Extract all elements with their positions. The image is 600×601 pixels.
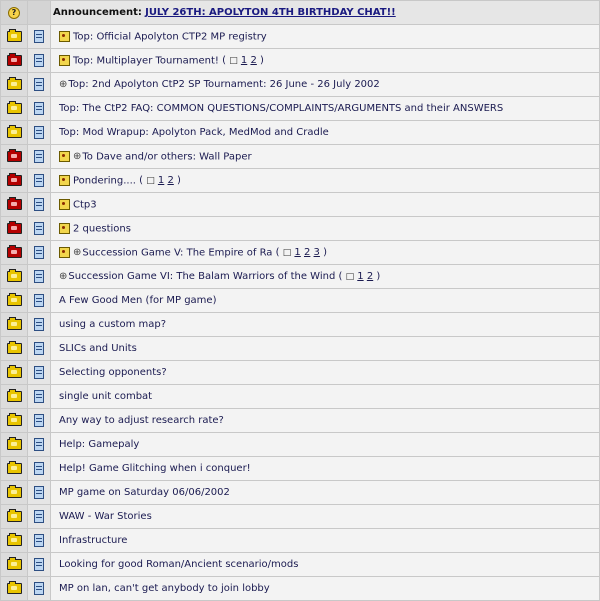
thread-type-cell xyxy=(28,25,51,49)
page-icon xyxy=(34,150,44,163)
thread-row xyxy=(1,73,600,97)
folder-icon xyxy=(7,295,22,306)
thread-title-link[interactable]: Succession Game VI: The Balam Warriors of the Wind xyxy=(68,271,336,282)
thread-type-cell xyxy=(28,457,51,481)
folder-icon xyxy=(7,559,22,570)
sticky-pin-icon xyxy=(59,247,70,258)
thread-status-cell xyxy=(1,25,28,49)
thread-status-cell xyxy=(1,409,28,433)
thread-title-link[interactable]: 2 questions xyxy=(73,223,131,235)
thread-row xyxy=(1,217,600,241)
page-icon xyxy=(34,78,44,91)
page-icon xyxy=(34,462,44,475)
page-icon xyxy=(34,198,44,211)
thread-status-cell xyxy=(1,121,28,145)
folder-icon xyxy=(7,439,22,450)
thread-title-cell xyxy=(51,289,600,313)
thread-title-link[interactable]: Pondering.... xyxy=(73,175,136,187)
page-link[interactable]: 1 xyxy=(294,247,301,259)
page-link[interactable]: 1 xyxy=(157,175,165,187)
thread-pages: ( □ 1 2 3 ) xyxy=(272,247,328,259)
thread-type-cell xyxy=(28,337,51,361)
thread-type-cell xyxy=(28,265,51,289)
thread-title-link[interactable]: MP game on Saturday 06/06/2002 xyxy=(59,487,230,498)
thread-prefix: Top: xyxy=(73,31,94,43)
folder-icon xyxy=(7,31,22,42)
thread-title-link[interactable]: Ctp3 xyxy=(73,199,97,211)
folder-icon xyxy=(7,319,22,330)
page-link[interactable]: 1 xyxy=(357,271,364,282)
thread-title-link[interactable]: Any way to adjust research rate? xyxy=(59,415,224,426)
page-link[interactable]: 2 xyxy=(167,175,174,187)
page-icon xyxy=(34,486,44,499)
thread-status-cell xyxy=(1,553,28,577)
announcement-cell xyxy=(51,1,600,25)
thread-status-cell xyxy=(1,217,28,241)
page-icon xyxy=(34,534,44,547)
thread-title-cell xyxy=(51,385,600,409)
thread-row xyxy=(1,121,600,145)
thread-list-body xyxy=(1,1,600,601)
thread-title-link[interactable]: Help! Game Glitching when i conquer! xyxy=(59,463,251,474)
thread-title-cell xyxy=(51,169,600,193)
thread-title-cell xyxy=(51,265,600,289)
thread-status-cell xyxy=(1,577,28,601)
thread-status-cell xyxy=(1,361,28,385)
sticky-pin-icon xyxy=(59,55,70,66)
thread-title-link[interactable]: Mod Wrapup: Apolyton Pack, MedMod and Cradle xyxy=(82,127,329,138)
thread-title-link[interactable]: SLICs and Units xyxy=(59,343,137,354)
thread-type-cell xyxy=(28,433,51,457)
thread-type-cell xyxy=(28,97,51,121)
folder-icon xyxy=(7,415,22,426)
folder-icon xyxy=(7,583,22,594)
hot-folder-icon xyxy=(7,199,22,210)
page-icon xyxy=(34,510,44,523)
thread-title-link[interactable]: using a custom map? xyxy=(59,319,167,330)
thread-status-cell xyxy=(1,265,28,289)
folder-icon xyxy=(7,463,22,474)
thread-type-cell xyxy=(28,193,51,217)
poll-icon: ⊕ xyxy=(59,271,68,282)
thread-title-cell xyxy=(51,145,600,169)
sticky-pin-icon xyxy=(59,151,70,162)
thread-status-cell xyxy=(1,337,28,361)
question-icon: ? xyxy=(8,7,20,19)
thread-type-cell xyxy=(28,505,51,529)
thread-title-cell xyxy=(51,409,600,433)
page-icon xyxy=(34,102,44,115)
thread-type-cell xyxy=(28,217,51,241)
thread-type-cell xyxy=(28,529,51,553)
page-icon xyxy=(34,270,44,283)
thread-title-cell xyxy=(51,313,600,337)
thread-row xyxy=(1,361,600,385)
thread-type-cell xyxy=(28,73,51,97)
thread-title-link[interactable]: To Dave and/or others: Wall Paper xyxy=(82,151,252,163)
thread-type-cell xyxy=(28,121,51,145)
thread-title-link[interactable]: A Few Good Men (for MP game) xyxy=(59,295,217,306)
multipage-icon: □ xyxy=(229,56,238,67)
page-icon xyxy=(34,54,44,67)
thread-row xyxy=(1,241,600,265)
page-icon xyxy=(34,30,44,43)
thread-title-link[interactable]: Official Apolyton CTP2 MP registry xyxy=(96,31,267,43)
multipage-icon: □ xyxy=(146,176,155,187)
poll-icon: ⊕ xyxy=(73,151,82,163)
sticky-pin-icon xyxy=(59,31,70,42)
thread-status-cell xyxy=(1,385,28,409)
thread-row xyxy=(1,457,600,481)
poll-icon: ⊕ xyxy=(73,247,82,259)
thread-row xyxy=(1,337,600,361)
thread-row xyxy=(1,289,600,313)
thread-row xyxy=(1,193,600,217)
thread-row xyxy=(1,169,600,193)
thread-status-cell xyxy=(1,505,28,529)
hot-folder-icon xyxy=(7,175,22,186)
thread-title-link[interactable]: Succession Game V: The Empire of Ra xyxy=(82,247,273,259)
folder-icon xyxy=(7,103,22,114)
thread-title-cell xyxy=(51,529,600,553)
thread-pages: ( □ 1 2 ) xyxy=(218,55,264,67)
page-icon xyxy=(34,318,44,331)
page-link[interactable]: 2 xyxy=(303,247,311,259)
thread-title-link[interactable]: Selecting opponents? xyxy=(59,367,167,378)
page-icon xyxy=(34,294,44,307)
thread-title-cell xyxy=(51,481,600,505)
thread-status-cell xyxy=(1,313,28,337)
thread-status-cell xyxy=(1,529,28,553)
thread-row xyxy=(1,385,600,409)
thread-status-cell xyxy=(1,481,28,505)
thread-title-cell xyxy=(51,73,600,97)
thread-row xyxy=(1,481,600,505)
thread-row xyxy=(1,49,600,73)
page-icon xyxy=(34,414,44,427)
thread-title-link[interactable]: WAW - War Stories xyxy=(59,511,152,522)
thread-pages: ( □ 1 2 ) xyxy=(335,271,381,282)
thread-type-cell xyxy=(28,361,51,385)
thread-row xyxy=(1,409,600,433)
thread-title-cell xyxy=(51,553,600,577)
thread-type-cell xyxy=(28,169,51,193)
thread-row xyxy=(1,97,600,121)
page-link[interactable]: 1 xyxy=(240,55,248,67)
announcement-link[interactable]: JULY 26TH: APOLYTON 4TH BIRTHDAY CHAT!! xyxy=(145,7,396,18)
thread-type-cell xyxy=(28,577,51,601)
multipage-icon: □ xyxy=(282,248,292,259)
sticky-pin-icon xyxy=(59,175,70,186)
thread-row xyxy=(1,25,600,49)
announcement-row xyxy=(1,1,600,25)
page-link[interactable]: 3 xyxy=(313,247,320,259)
page-icon xyxy=(34,246,44,259)
page-link[interactable]: 2 xyxy=(366,271,374,282)
page-icon xyxy=(34,342,44,355)
thread-type-cell xyxy=(28,385,51,409)
thread-type-cell xyxy=(28,241,51,265)
thread-row xyxy=(1,529,600,553)
thread-status-cell xyxy=(1,457,28,481)
thread-title-link[interactable]: The CtP2 FAQ: COMMON QUESTIONS/COMPLAINTS/ARGUMENTS and their ANSWERS xyxy=(82,103,504,114)
thread-status-cell xyxy=(1,169,28,193)
thread-title-cell xyxy=(51,433,600,457)
thread-title-link[interactable]: Help: Gamepaly xyxy=(59,439,140,450)
hot-folder-icon xyxy=(7,55,22,66)
thread-title-cell xyxy=(51,457,600,481)
thread-title-link[interactable]: Multiplayer Tournament! xyxy=(96,55,219,67)
thread-type-cell xyxy=(28,289,51,313)
folder-icon xyxy=(7,343,22,354)
thread-status-cell xyxy=(1,73,28,97)
folder-icon xyxy=(7,271,22,282)
thread-title-cell xyxy=(51,97,600,121)
page-icon xyxy=(34,438,44,451)
thread-type-cell xyxy=(28,145,51,169)
thread-row xyxy=(1,433,600,457)
page-icon xyxy=(34,222,44,235)
sticky-pin-icon xyxy=(59,199,70,210)
page-icon xyxy=(34,582,44,595)
poll-icon: ⊕ xyxy=(59,79,68,90)
thread-title-cell xyxy=(51,121,600,145)
folder-icon xyxy=(7,367,22,378)
thread-prefix: Top: xyxy=(59,103,80,114)
sticky-pin-icon xyxy=(59,223,70,234)
thread-pages: ( □ 1 2 ) xyxy=(135,175,181,187)
thread-row xyxy=(1,313,600,337)
thread-status-cell xyxy=(1,145,28,169)
thread-status-cell xyxy=(1,49,28,73)
page-icon xyxy=(34,366,44,379)
thread-title-link[interactable]: Infrastructure xyxy=(59,535,128,546)
thread-type-cell xyxy=(28,553,51,577)
thread-title-link[interactable]: 2nd Apolyton CtP2 SP Tournament: 26 June - 26 July 2002 xyxy=(91,79,380,90)
folder-icon xyxy=(7,79,22,90)
thread-prefix: Top: xyxy=(68,79,89,90)
thread-status-cell xyxy=(1,289,28,313)
thread-title-cell xyxy=(51,25,600,49)
page-icon xyxy=(34,558,44,571)
thread-status-cell xyxy=(1,241,28,265)
thread-title-cell xyxy=(51,337,600,361)
thread-row xyxy=(1,265,600,289)
thread-title-link[interactable]: MP on lan, can't get anybody to join lobby xyxy=(59,583,270,594)
folder-icon xyxy=(7,391,22,402)
folder-icon xyxy=(7,127,22,138)
thread-status-cell xyxy=(1,97,28,121)
thread-title-cell xyxy=(51,217,600,241)
thread-type-cell xyxy=(28,481,51,505)
thread-title-cell xyxy=(51,505,600,529)
thread-title-link[interactable]: Looking for good Roman/Ancient scenario/mods xyxy=(59,559,299,570)
announcement-icon-cell xyxy=(1,1,28,25)
announcement-empty-cell xyxy=(28,1,51,25)
thread-row xyxy=(1,145,600,169)
thread-title-link[interactable]: single unit combat xyxy=(59,391,153,402)
hot-folder-icon xyxy=(7,247,22,258)
thread-type-cell xyxy=(28,49,51,73)
thread-prefix: Top: xyxy=(59,127,80,138)
thread-title-cell xyxy=(51,49,600,73)
thread-status-cell xyxy=(1,193,28,217)
thread-title-cell xyxy=(51,361,600,385)
thread-title-cell xyxy=(51,577,600,601)
hot-folder-icon xyxy=(7,223,22,234)
thread-title-cell xyxy=(51,193,600,217)
folder-icon xyxy=(7,535,22,546)
folder-icon xyxy=(7,487,22,498)
page-link[interactable]: 2 xyxy=(250,55,257,67)
thread-type-cell xyxy=(28,313,51,337)
announcement-label: Announcement: xyxy=(53,7,142,18)
thread-row xyxy=(1,505,600,529)
thread-type-cell xyxy=(28,409,51,433)
page-icon xyxy=(34,390,44,403)
page-icon xyxy=(34,126,44,139)
thread-prefix: Top: xyxy=(73,55,94,67)
page-icon xyxy=(34,174,44,187)
thread-row xyxy=(1,553,600,577)
multipage-icon: □ xyxy=(345,272,355,282)
thread-status-cell xyxy=(1,433,28,457)
thread-row xyxy=(1,577,600,601)
thread-title-cell xyxy=(51,241,600,265)
folder-icon xyxy=(7,511,22,522)
hot-folder-icon xyxy=(7,151,22,162)
